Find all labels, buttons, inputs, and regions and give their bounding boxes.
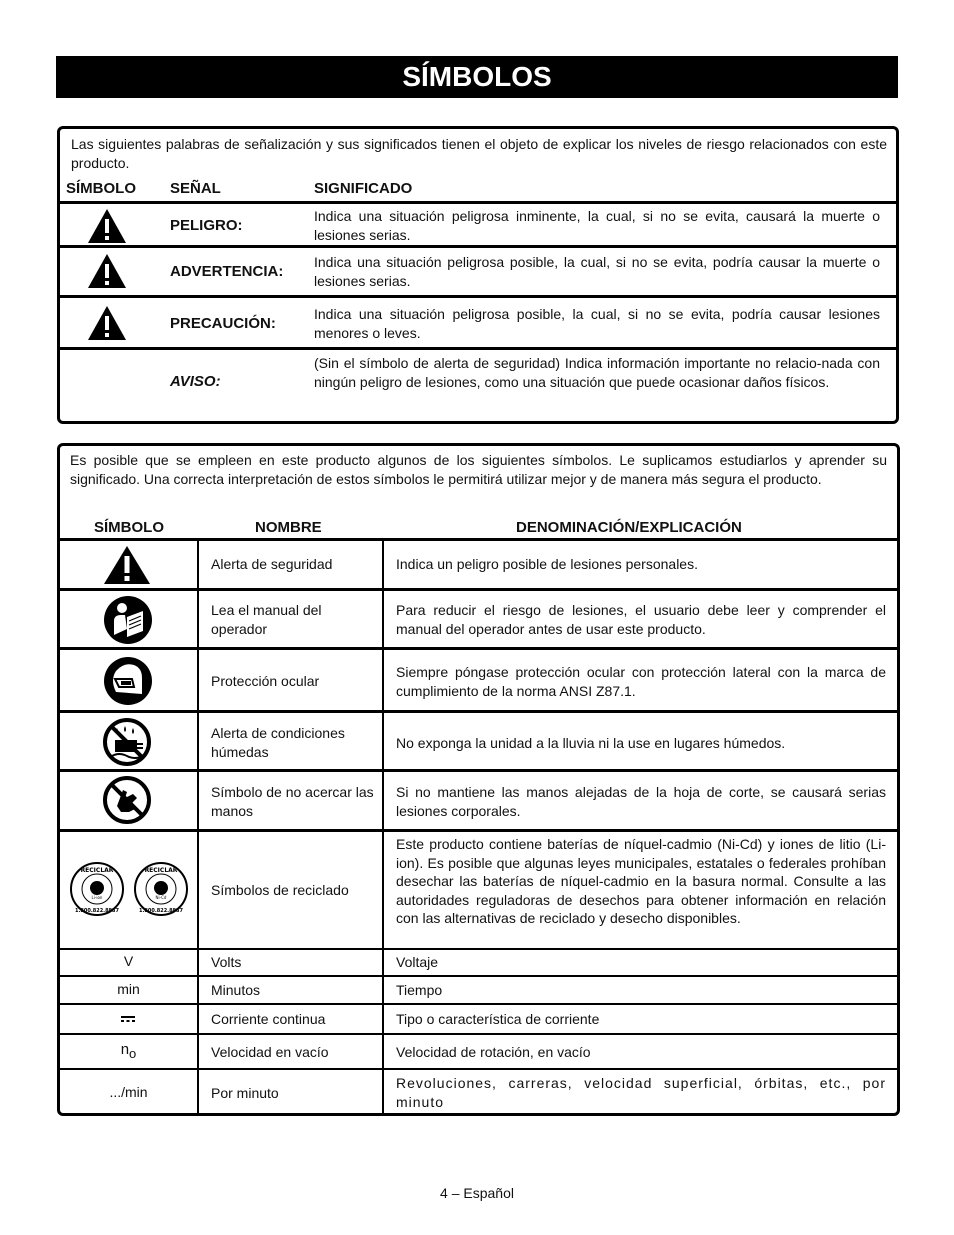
- direct-current-icon: [120, 1015, 136, 1023]
- signal-peligro: PELIGRO:: [170, 217, 243, 234]
- signal-precaucion: PRECAUCIÓN:: [170, 315, 276, 332]
- recycle-seal-icon: [69, 861, 125, 917]
- name-por-minuto: Por minuto: [211, 1085, 279, 1101]
- signal-words-table: [57, 126, 899, 424]
- header-meaning: SIGNIFICADO: [314, 180, 413, 197]
- symbol-per-minute: .../min: [109, 1084, 148, 1100]
- name-no-acercar-manos: Símbolo de no acercar las manos: [211, 784, 374, 819]
- name-alerta-seguridad: Alerta de seguridad: [211, 556, 333, 572]
- expl-por-minuto: Revoluciones, carreras, velocidad superficial, órbitas, etc., por minuto: [396, 1075, 886, 1110]
- expl-minutes: Tiempo: [396, 982, 443, 998]
- expl-velocidad-vacio: Velocidad de rotación, en vacío: [396, 1044, 591, 1060]
- symbols-table: [57, 443, 900, 1116]
- warning-triangle-icon: [87, 253, 127, 289]
- header-signal: SEÑAL: [170, 180, 221, 197]
- name-reciclado: Símbolos de reciclado: [211, 882, 349, 898]
- symbol-minutes: min: [117, 981, 140, 997]
- symbol-no-load-speed: $n_o$: [120, 1041, 137, 1061]
- page-footer: 4 – Español: [440, 1185, 514, 1201]
- expl-volts: Voltaje: [396, 954, 439, 970]
- eye-protection-icon: [102, 656, 154, 706]
- header-name: NOMBRE: [255, 519, 322, 536]
- expl-reciclado: Este producto contiene baterías de níquel-cadmio (Ni-Cd) y iones de litio (Li-ion). Es posible que algunas leyes municipales, estatales o federales prohíban desechar las baterías de níquel-cadmio en la basura normal. Consulte a las autoridades reguladoras de desechos para obtener información en relación con las alternativas de reciclado y desecho disponibles.: [396, 836, 886, 926]
- seal-top-text: RECICLAR: [144, 867, 178, 874]
- seal-mid-text: Li-ion: [91, 895, 103, 900]
- symbols-intro: Es posible que se empleen en este producto algunos de los siguientes símbolos. Le suplicamos estudiarlos y aprender su significado. Una correcta interpretación de estos símbolos le permitirá utilizar mejor y de manera más segura el producto.: [70, 452, 887, 487]
- meaning-precaucion: Indica una situación peligrosa posible, la cual, si no se evita, podría causar lesiones menores o leves.: [314, 306, 880, 341]
- meaning-aviso: (Sin el símbolo de alerta de seguridad) Indica información importante no relacio-nada con ningún peligro de lesiones, como una situación que puede ocasionar daños físicos.: [314, 355, 880, 390]
- header-symbol: SÍMBOLO: [66, 180, 136, 197]
- page-title: SÍMBOLOS: [56, 56, 898, 98]
- read-manual-icon: [103, 595, 153, 645]
- expl-no-acercar-manos: Si no mantiene las manos alejadas de la hoja de corte, se causará serias lesiones corporales.: [396, 784, 886, 819]
- seal-mid-text: Ni-Cd: [155, 895, 167, 900]
- expl-condiciones-humedas: No exponga la unidad a la lluvia ni la use en lugares húmedos.: [396, 735, 786, 751]
- meaning-advertencia: Indica una situación peligrosa posible, la cual, si no se evita, podría causar la muerte o lesiones serias.: [314, 254, 880, 289]
- meaning-peligro: Indica una situación peligrosa inminente, la cual, si no se evita, causará la muerte o lesiones serias.: [314, 208, 880, 243]
- seal-top-text: RECICLAR: [80, 867, 114, 874]
- recycle-seal-icon: [133, 861, 189, 917]
- seal-bottom-text: 1.800.822.8837: [75, 908, 119, 914]
- signal-advertencia: ADVERTENCIA:: [170, 263, 284, 280]
- expl-proteccion-ocular: Siempre póngase protección ocular con protección lateral con la marca de cumplimiento de la norma ANSI Z87.1.: [396, 664, 886, 699]
- signal-intro: Las siguientes palabras de señalización y sus significados tienen el objeto de explicar los niveles de riesgo relacionados con este producto.: [71, 136, 887, 171]
- wet-conditions-icon: [103, 718, 151, 766]
- name-proteccion-ocular: Protección ocular: [211, 673, 320, 689]
- warning-triangle-icon: [87, 208, 127, 244]
- name-velocidad-vacio: Velocidad en vacío: [211, 1044, 329, 1060]
- name-minutes: Minutos: [211, 982, 261, 998]
- expl-lea-manual: Para reducir el riesgo de lesiones, el usuario debe leer y comprender el manual del operador antes de usar este producto.: [396, 602, 886, 637]
- name-condiciones-humedas: Alerta de condiciones húmedas: [211, 725, 345, 760]
- warning-triangle-icon: [87, 305, 127, 341]
- signal-aviso: AVISO:: [170, 373, 221, 390]
- symbol-volts: V: [123, 953, 134, 969]
- expl-alerta-seguridad: Indica un peligro posible de lesiones personales.: [396, 556, 698, 572]
- header-symbol: SÍMBOLO: [94, 519, 164, 536]
- expl-corriente-continua: Tipo o característica de corriente: [396, 1011, 600, 1027]
- safety-alert-icon: [103, 545, 151, 585]
- name-volts: Volts: [211, 954, 242, 970]
- header-explanation: DENOMINACIÓN/EXPLICACIÓN: [516, 519, 742, 536]
- keep-hands-away-icon: [103, 776, 151, 824]
- seal-bottom-text: 1.800.822.8837: [139, 908, 183, 914]
- name-corriente-continua: Corriente continua: [211, 1011, 326, 1027]
- name-lea-manual: Lea el manual del operador: [211, 602, 322, 637]
